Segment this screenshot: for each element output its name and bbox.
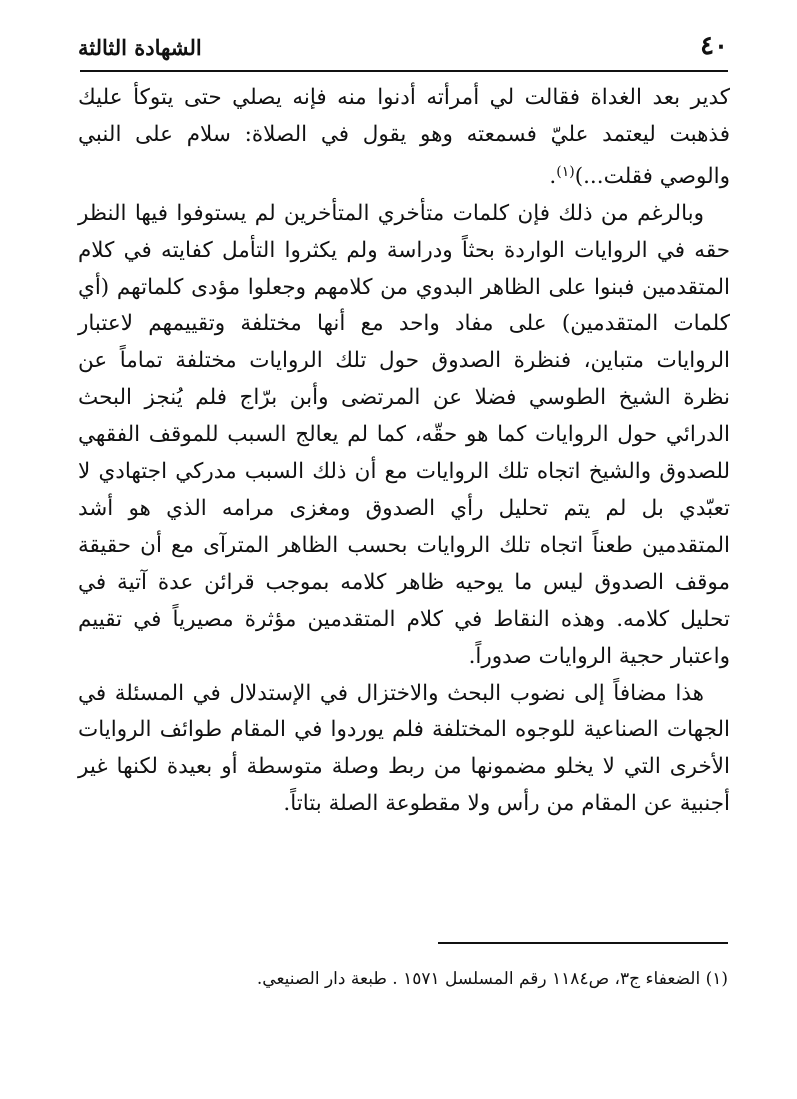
- page-number: ٤٠: [700, 31, 728, 61]
- paragraph-1-text: كدير بعد الغداة فقالت لي أمرأته أدنوا منه فإنه يصلي حتى يتوكأ عليك فذهبت ليعتمد عليّ فسمعته وهو يقول في الصلاة: سلام على النبي والوصي فقلت...): [78, 85, 730, 189]
- paragraph-quote-end: [78, 80, 730, 196]
- running-title: الشهادة الثالثة: [78, 35, 202, 60]
- header-divider: [80, 70, 728, 72]
- paragraph-3: هذا مضافاً إلى نضوب البحث والاختزال في الإستدلال في المسئلة في الجهات الصناعية للوجوه المختلفة فلم يوردوا في المقام طوائف الروايات الأخرى التي لا يخلو مضمونها من ربط وصلة متوسطة أو بعيدة لكنها غير أجنبية عن المقام من رأس ولا مقطوعة الصلة بتاتاً.: [78, 680, 730, 817]
- footnote-reference: (١): [556, 163, 575, 180]
- footnote: (١) الضعفاء ج٣، ص١١٨٤ رقم المسلسل ١٥٧١ . طبعة دار الصنيعي.: [256, 969, 728, 989]
- paragraph-2: وبالرغم من ذلك فإن كلمات متأخري المتأخرين لم يستوفوا فيها النظر حقه في الروايات الواردة بحثاً ودراسة ولم يكثروا التأمل كفايته في كلام المتقدمين فبنوا على الظاهر البدوي من كلامهم وجعلوا مؤدى كلماتهم (أي كلمات المتقدمين) على مفاد واحد مع أنها مختلفة وتقييمهم لاعتبار الروايات متباين، فنظرة الصدوق حول تلك الروايات مختلفة تماماً عن نظرة الشيخ الطوسي فضلا عن المرتضى وأبن برّاج فلم يُنجز البحث الدرائي حول الروايات كما هو حقّه، كما لم يعالج السبب للموقف الفقهي للصدوق والشيخ اتجاه تلك الروايات مع أن ذلك السبب مدركي اجتهادي لا تعبّدي بل لم يتم تحليل رأي الصدوق ومغزى مرامه الذي هو أشد المتقدمين طعناً اتجاه تلك الروايات بحسب الظاهر المترآى مع أن حقيقة موقف الصدوق ليس ما يوحيه ظاهر كلامه بموجب قرائن عدة آتية في تحليل كلامه. وهذه النقاط في كلام المتقدمين مؤثرة مصيرياً في تقييم واعتبار حجية الروايات صدوراً.: [78, 200, 730, 669]
- paragraph-1-end: .: [549, 163, 557, 189]
- page-header: [78, 30, 728, 64]
- main-text: [78, 80, 730, 823]
- footnote-divider: [438, 942, 728, 944]
